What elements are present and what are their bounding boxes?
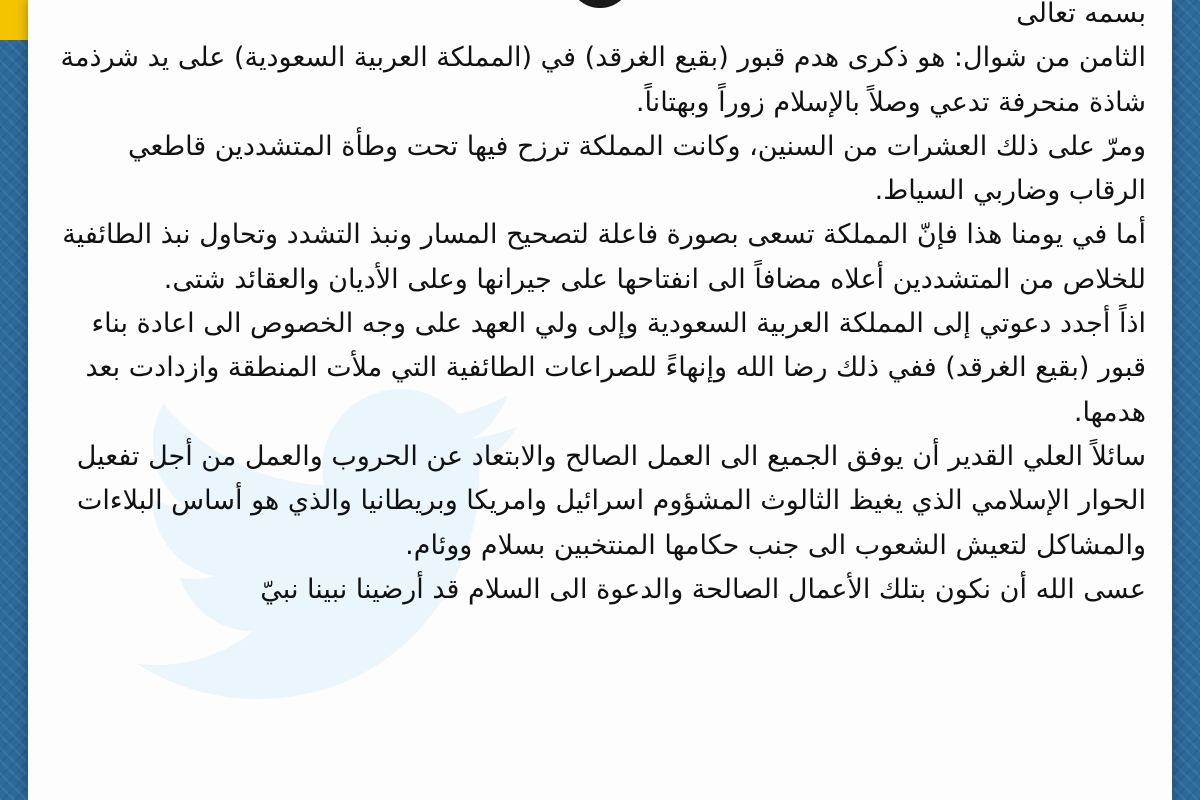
- letter-paragraph: اذاً أجدد دعوتي إلى المملكة العربية السعودية وإلى ولي العهد على وجه الخصوص الى اعادة بناء قبور (بقيع الغرقد) ففي ذلك رضا الله وإنهاءً للصراعات الطائفية التي ملأت المنطقة وازدادت بعد هدمها.: [85, 308, 1146, 428]
- letter-paper: [28, 0, 1172, 800]
- letter-paragraph: ومرّ على ذلك العشرات من السنين، وكانت المملكة ترزح فيها تحت وطأة المتشددين قاطعي الرقاب وضاربي السياط.: [128, 130, 1146, 207]
- letter-body: [28, 0, 1172, 612]
- letter-paragraph: أما في يومنا هذا فإنّ المملكة تسعى بصورة فاعلة لتصحيح المسار ونبذ التشدد وتحاول نبذ الطائفية للخلاص من المتشددين أعلاه مضافاً الى انفتاحها على جيرانها وعلى الأديان والعقائد شتى.: [62, 219, 1146, 295]
- letter-opening: بسمه تعالى: [1016, 0, 1146, 29]
- letter-paragraph: الثامن من شوال: هو ذكرى هدم قبور (بقيع الغرقد) في (المملكة العربية السعودية) على يد شرذمة شاذة منحرفة تدعي وصلاً بالإسلام زوراً وبهتاناً.: [60, 42, 1146, 118]
- letter-paragraph: سائلاً العلي القدير أن يوفق الجميع الى العمل الصالح والابتعاد عن الحروب والعمل من أجل تفعيل الحوار الإسلامي الذي يغيظ الثالوث المشؤوم اسرائيل وامريكا وبريطانيا والذي هو أساس البلاءات والمشاكل لتعيش الشعوب الى جنب حكامها المنتخبين بسلام ووئام.: [76, 440, 1146, 561]
- letter-paragraph: عسى الله أن نكون بتلك الأعمال الصالحة والدعوة الى السلام قد أرضينا نبينا نبيّ: [260, 573, 1146, 605]
